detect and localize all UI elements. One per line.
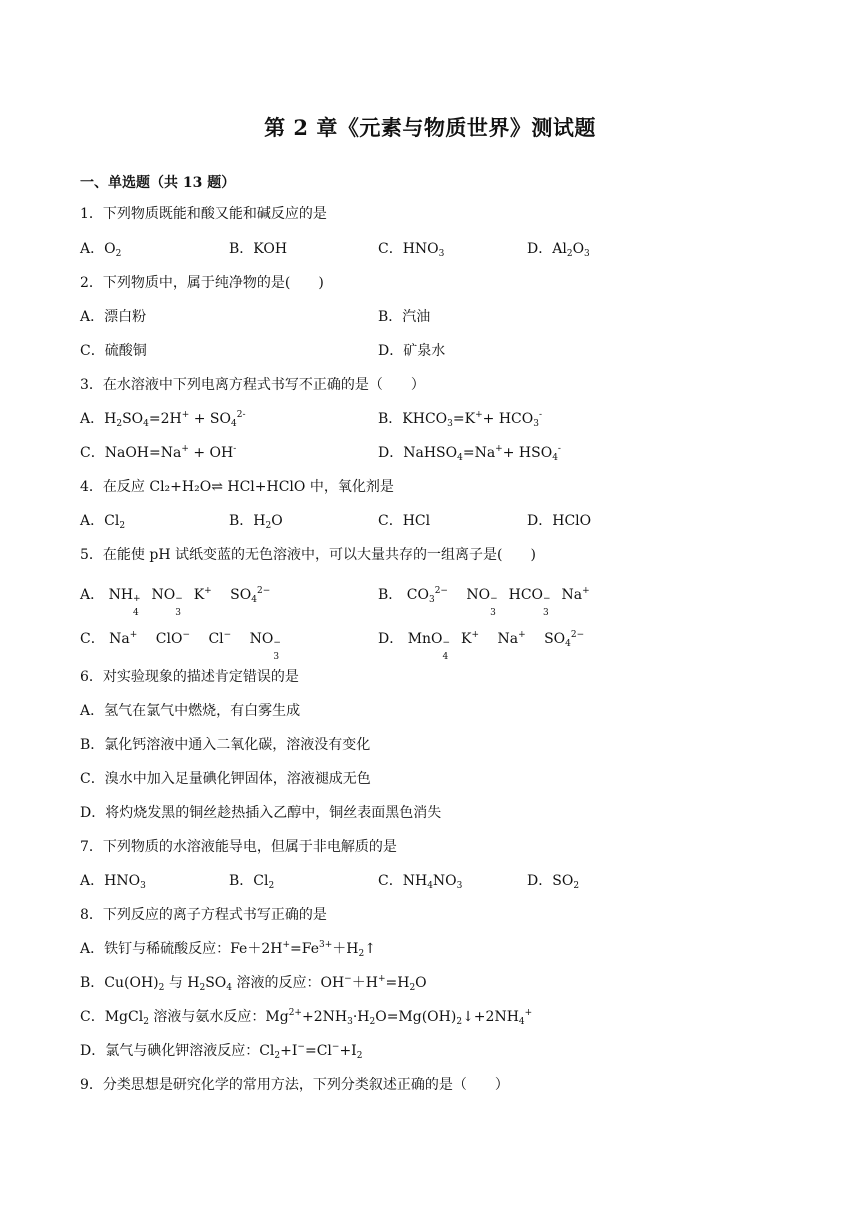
question-2: 2．下列物质中，属于纯净物的是( ) [80,275,324,291]
q7-option-c[interactable]: C．$NH_4NO_3$ [378,873,463,891]
question-9: 9．分类思想是研究化学的常用方法，下列分类叙述正确的是（ ） [80,1077,509,1093]
q7-option-a[interactable]: A．$HNO_3$ [80,873,146,891]
q4-option-a[interactable]: A．$Cl_2$ [80,513,126,531]
q3-option-d[interactable]: D．NaHSO$_4$=Na++ $HSO_4^-$ [378,444,561,463]
q5-option-c[interactable]: C． Na+ ClO− Cl− NO − 3 [80,630,281,662]
q3-option-c[interactable]: C．NaOH=Na+ + OH- [80,444,237,461]
q7-option-b[interactable]: B．$Cl_2$ [229,873,275,891]
q1-option-d[interactable]: D．$Al_2O_3$ [527,241,590,259]
q8-option-a[interactable]: A．铁钉与稀硫酸反应：$Fe+2H^+=Fe^{3+}+H_2↑$ [80,940,376,959]
q6-option-a[interactable]: A．氢气在氯气中燃烧，有白雾生成 [80,703,301,719]
q2-option-a[interactable]: A．漂白粉 [80,309,147,325]
q7-option-d[interactable]: D．$SO_2$ [527,873,580,891]
q8-option-d[interactable]: D．氯气与碘化钾溶液反应：$Cl_2+I^-=Cl^-+I_2$ [80,1042,363,1061]
question-7: 7．下列物质的水溶液能导电，但属于非电解质的是 [80,839,397,855]
q6-option-c[interactable]: C．溴水中加入足量碘化钾固体，溶液褪成无色 [80,771,371,787]
q1-option-a[interactable]: A．$O_2$ [80,241,122,259]
q4-option-d[interactable]: D．HClO [527,513,592,529]
q2-option-b[interactable]: B．汽油 [378,309,431,325]
q8-option-c[interactable]: C．MgCl$_2$ 溶液与氨水反应：$Mg^{2+}+2NH_3\cdot H_2O=Mg(OH)_2↓+2NH_4^+$ [80,1008,533,1027]
q4-option-b[interactable]: B．$H_2O$ [229,513,283,531]
question-3: 3．在水溶液中下列电离方程式书写不正确的是（ ） [80,377,425,393]
q3-option-b[interactable]: B．$KHCO_3=K^++ HCO_3^-$ [378,410,543,429]
section-heading: 一、单选题（共 13 题） [80,175,236,191]
q6-option-b[interactable]: B．氯化钙溶液中通入二氧化碳，溶液没有变化 [80,737,371,753]
q8-option-b[interactable]: B．$Cu(OH)_2$ 与 $H_2SO_4$ 溶液的反应：$OH^-+H^+=H_2O$ [80,974,427,993]
q3-option-a[interactable]: A．$H_2SO_4=2H^+ + SO_4^{2-}$ [80,410,246,429]
question-1: 1．下列物质既能和酸又能和碱反应的是 [80,206,327,222]
question-5: 5．在能使 pH 试纸变蓝的无色溶液中，可以大量共存的一组离子是( ) [80,547,536,563]
document-title: 第 2 章《元素与物质世界》测试题 [264,115,596,140]
q5-option-d[interactable]: D． MnO − 4 K+ Na+ $SO_4^{2-}$ [378,630,585,662]
q4-option-c[interactable]: C．HCl [378,513,431,529]
question-4: 4．在反应 Cl₂+H₂O⇌ HCl+HClO 中，氧化剂是 [80,479,394,495]
q5-option-a[interactable]: A． NH + 4 NO − 3 K+ $SO_4^{2-}$ [80,586,271,618]
q2-option-c[interactable]: C．硫酸铜 [80,343,147,359]
question-8: 8．下列反应的离子方程式书写正确的是 [80,907,327,923]
question-6: 6．对实验现象的描述肯定错误的是 [80,669,299,685]
q6-option-d[interactable]: D．将灼烧发黑的铜丝趁热插入乙醇中，铜丝表面黑色消失 [80,805,442,821]
q5-option-b[interactable]: B． $CO_3^{2-}$ NO − 3 HCO − 3 Na+ [378,586,590,618]
q2-option-d[interactable]: D．矿泉水 [378,343,446,359]
q1-option-c[interactable]: C．$HNO_3$ [378,241,445,259]
q1-option-b[interactable]: B．KOH [229,241,288,257]
